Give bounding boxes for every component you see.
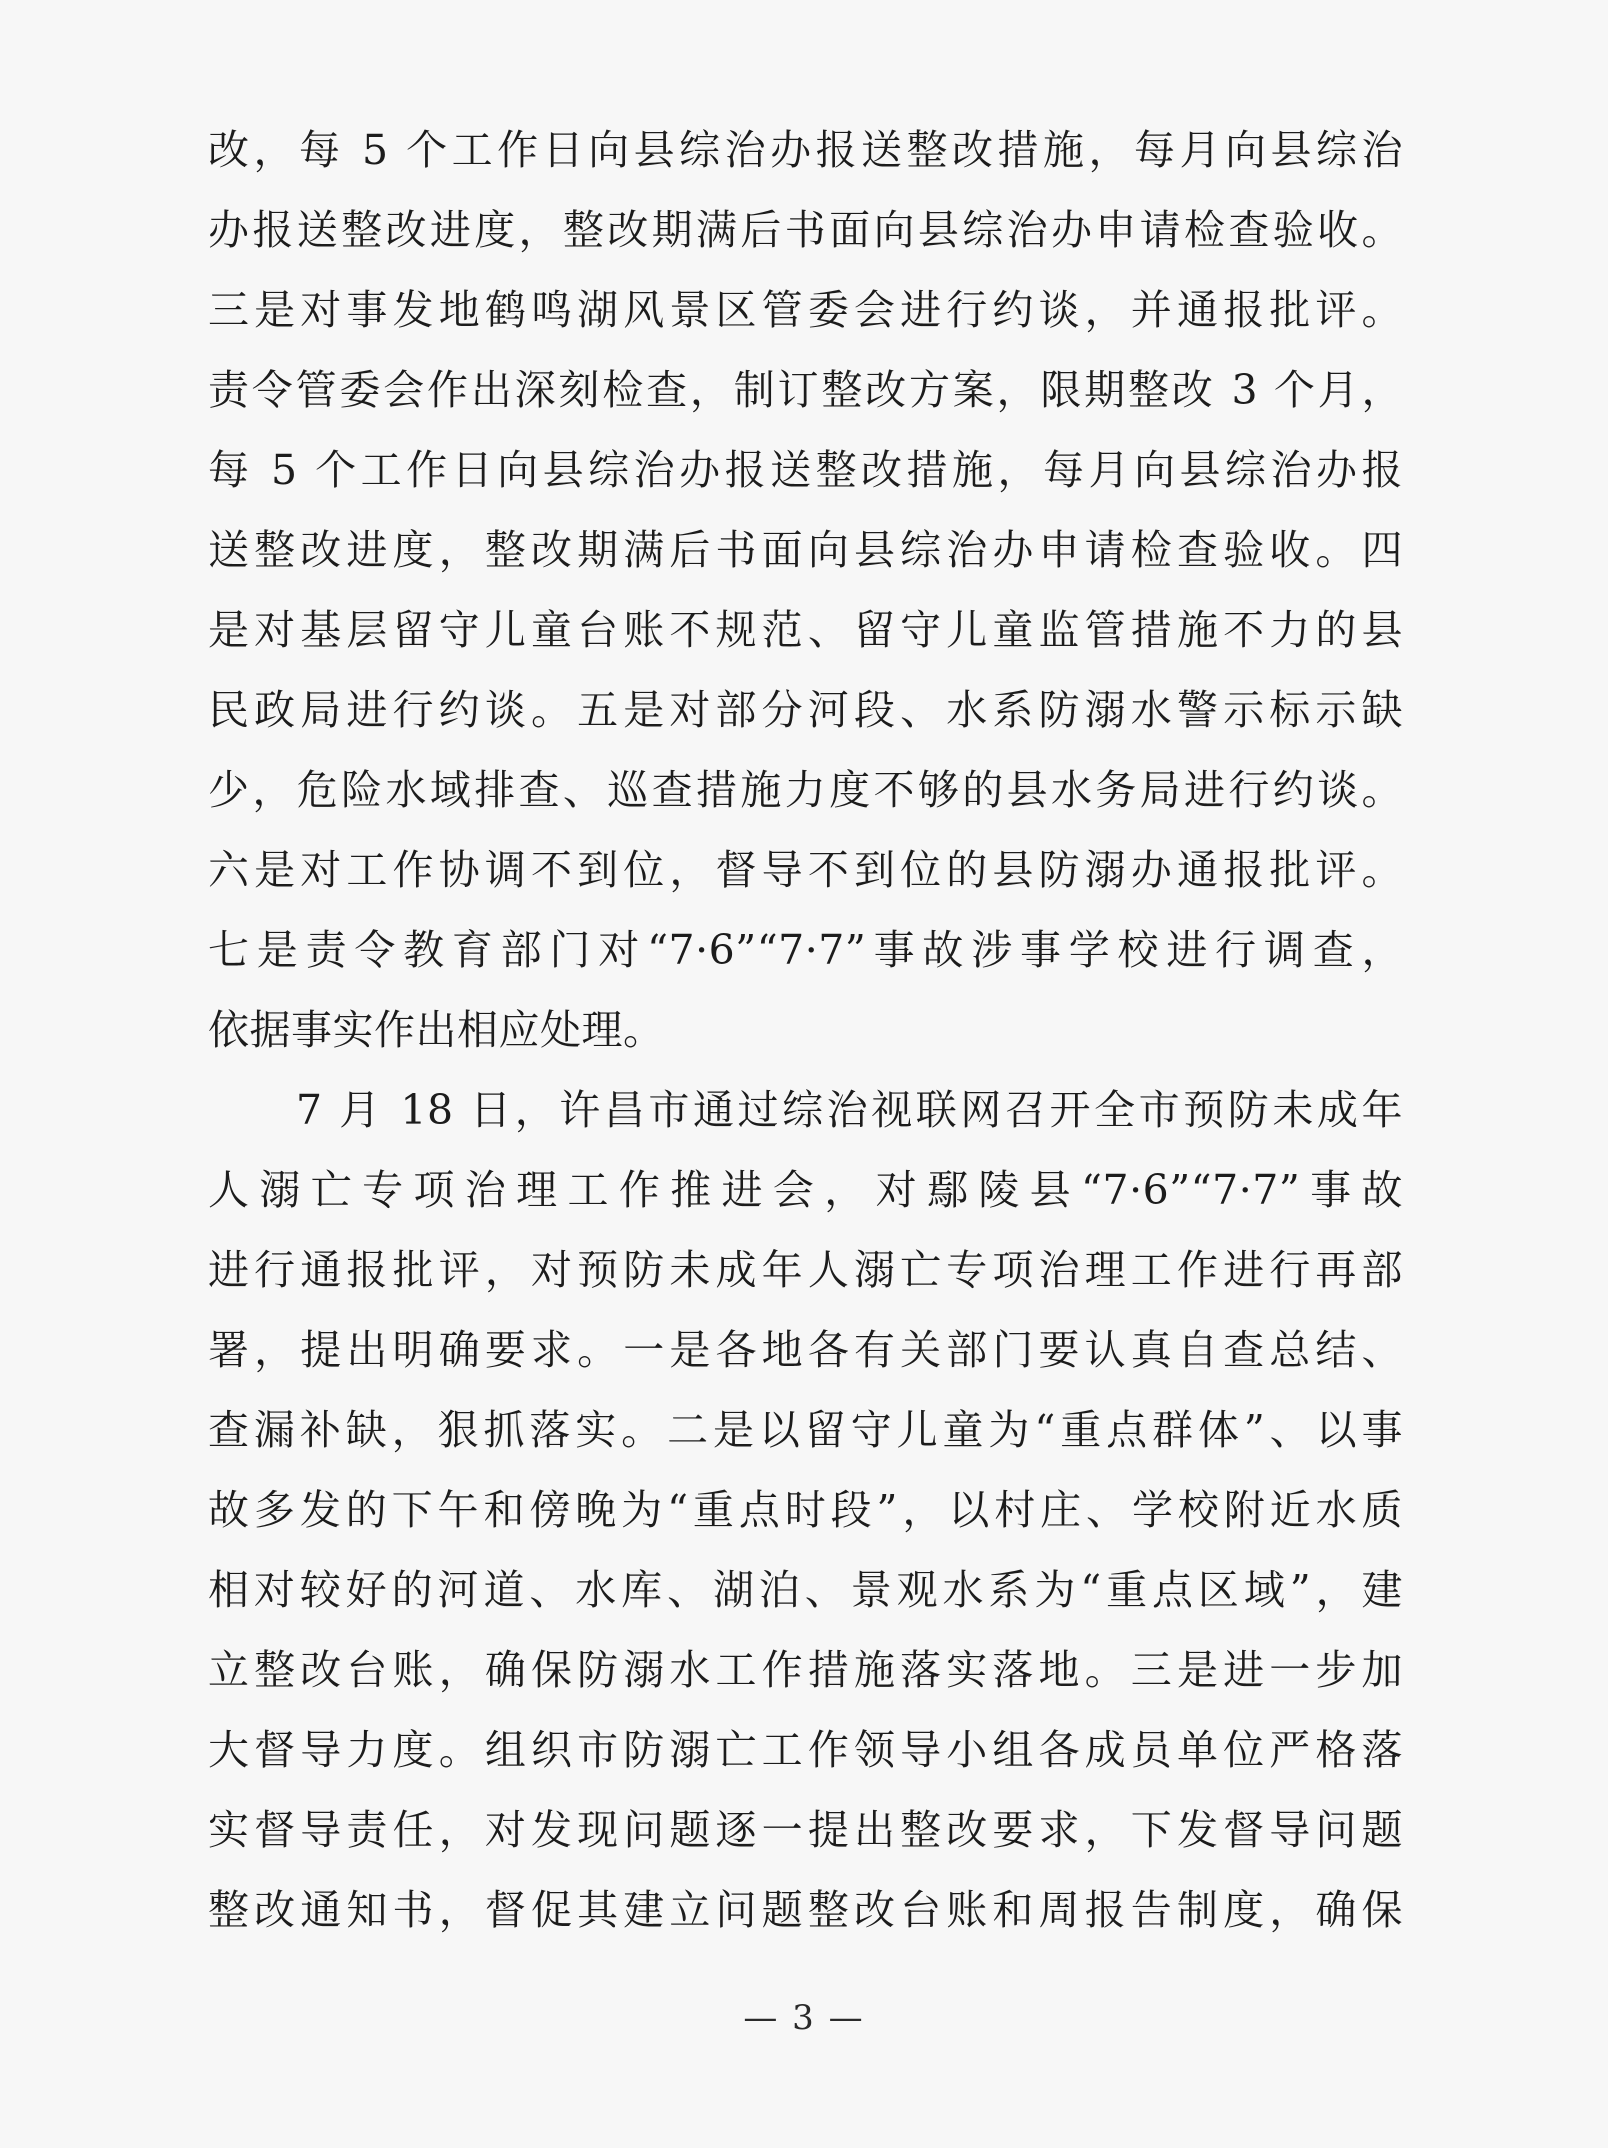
text-line-19: 相对较好的河道、水库、湖泊、景观水系为“重点区域”，建 bbox=[208, 1566, 1403, 1614]
text-line-16: 署，提出明确要求。一是各地各有关部门要认真自查总结、 bbox=[208, 1326, 1403, 1374]
text-line-5: 每 5 个工作日向县综治办报送整改措施，每月向县综治办报 bbox=[208, 446, 1403, 494]
text-line-20: 立整改台账，确保防溺水工作措施落实落地。三是进一步加 bbox=[208, 1646, 1403, 1694]
text-line-3: 三是对事发地鹤鸣湖风景区管委会进行约谈，并通报批评。 bbox=[208, 286, 1403, 334]
text-line-8: 民政局进行约谈。五是对部分河段、水系防溺水警示标示缺 bbox=[208, 686, 1403, 734]
text-line-13: 7 月 18 日，许昌市通过综治视联网召开全市预防未成年 bbox=[296, 1086, 1403, 1134]
text-line-7: 是对基层留守儿童台账不规范、留守儿童监管措施不力的县 bbox=[208, 606, 1403, 654]
page-number: — 3 — bbox=[743, 1998, 865, 2038]
text-line-11: 七是责令教育部门对“7·6”“7·7”事故涉事学校进行调查， bbox=[208, 926, 1403, 974]
text-line-1: 改，每 5 个工作日向县综治办报送整改措施，每月向县综治 bbox=[208, 126, 1403, 174]
text-line-10: 六是对工作协调不到位，督导不到位的县防溺办通报批评。 bbox=[208, 846, 1403, 894]
body-text bbox=[208, 110, 1403, 1950]
text-line-21: 大督导力度。组织市防溺亡工作领导小组各成员单位严格落 bbox=[208, 1726, 1403, 1774]
text-line-18: 故多发的下午和傍晚为“重点时段”，以村庄、学校附近水质 bbox=[208, 1486, 1403, 1534]
text-line-6: 送整改进度，整改期满后书面向县综治办申请检查验收。四 bbox=[208, 526, 1403, 574]
text-line-4: 责令管委会作出深刻检查，制订整改方案，限期整改 3 个月， bbox=[208, 366, 1403, 414]
text-line-22: 实督导责任，对发现问题逐一提出整改要求，下发督导问题 bbox=[208, 1806, 1403, 1854]
text-line-15: 进行通报批评，对预防未成年人溺亡专项治理工作进行再部 bbox=[208, 1246, 1403, 1294]
text-line-23: 整改通知书，督促其建立问题整改台账和周报告制度，确保 bbox=[208, 1886, 1403, 1934]
text-line-9: 少，危险水域排查、巡查措施力度不够的县水务局进行约谈。 bbox=[208, 766, 1403, 814]
text-line-17: 查漏补缺，狠抓落实。二是以留守儿童为“重点群体”、以事 bbox=[208, 1406, 1403, 1454]
text-line-14: 人溺亡专项治理工作推进会，对鄢陵县“7·6”“7·7”事故 bbox=[208, 1166, 1403, 1214]
text-line-2: 办报送整改进度，整改期满后书面向县综治办申请检查验收。 bbox=[208, 206, 1403, 254]
text-line-12: 依据事实作出相应处理。 bbox=[208, 1006, 665, 1054]
